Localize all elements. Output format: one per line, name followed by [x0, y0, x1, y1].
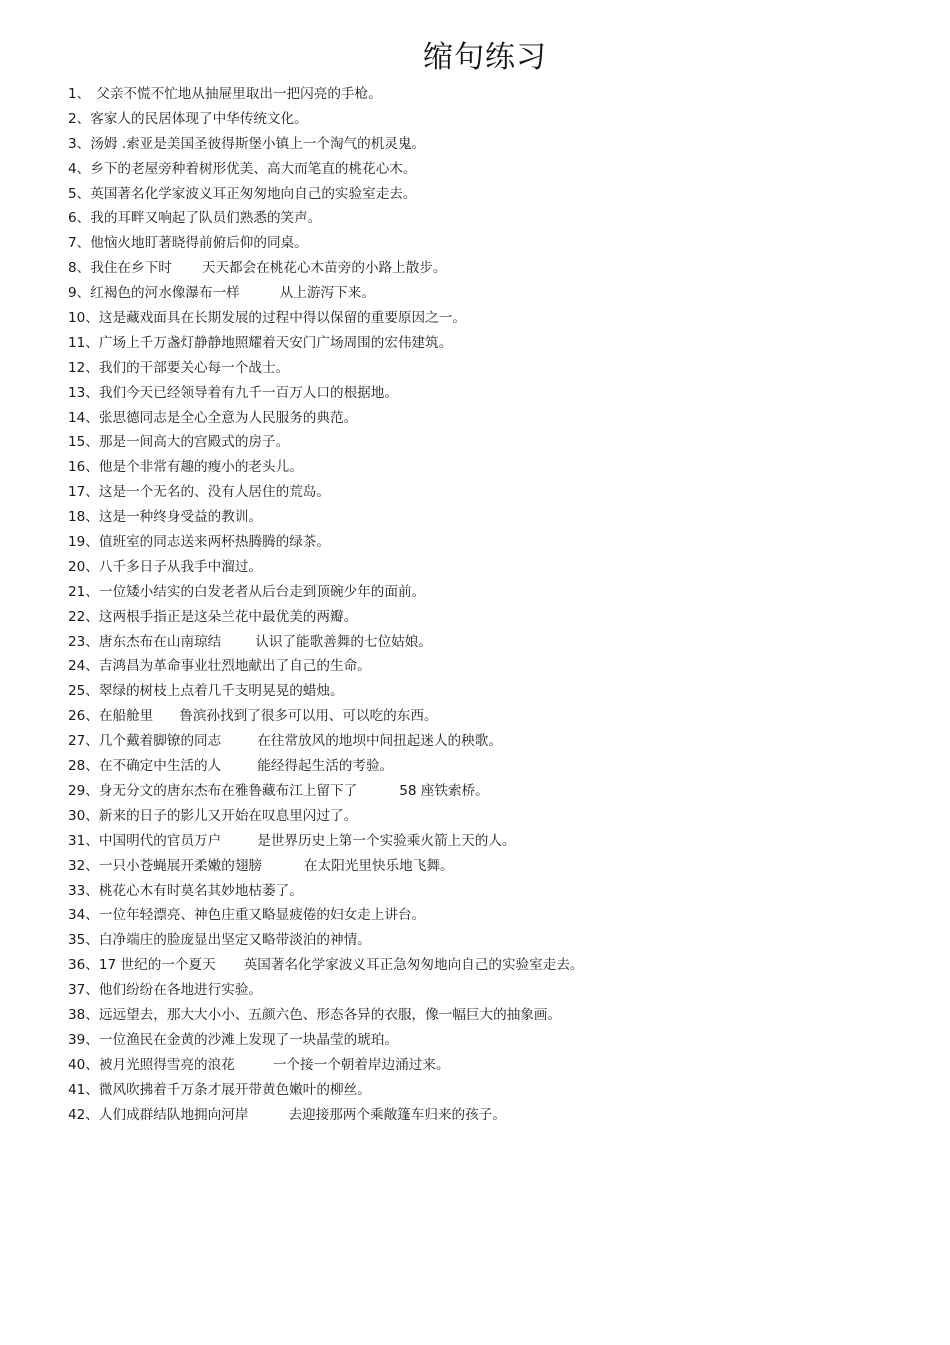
sentence-segment: 父亲不慌不忙地从抽屉里取出一把闪亮的手枪。 [96, 86, 382, 102]
sentence-segment: 张思德同志是全心全意为人民服务的典范。 [98, 409, 358, 426]
exercise-item [68, 132, 908, 157]
exercise-item [68, 505, 908, 530]
sentence-segment: 被月光照得雪亮的浪花 [98, 1056, 235, 1073]
sentence-segment: 远远望去，那大大小小、五颜六色、形态各异的衣服，像一幅巨大的抽象画。 [98, 1006, 562, 1023]
exercise-item [68, 480, 908, 505]
exercise-number: 7、 [68, 235, 91, 252]
exercise-item [68, 1053, 908, 1078]
exercise-number: 33、 [68, 882, 99, 899]
exercise-item [68, 430, 908, 455]
exercise-number: 37、 [68, 982, 99, 999]
exercise-item [68, 903, 908, 928]
exercise-item [68, 530, 908, 555]
exercise-item [68, 455, 908, 480]
exercise-number: 27、 [68, 733, 99, 750]
exercise-number: 1、 [68, 86, 91, 102]
sentence-segment: 那是一间高大的宫殿式的房子。 [98, 434, 290, 451]
exercise-number: 12、 [68, 359, 99, 376]
sentence-segment: 17 世纪的一个夏天 [98, 957, 216, 974]
sentence-segment: 能经得起生活的考验。 [257, 758, 394, 775]
exercise-item [68, 331, 908, 356]
sentence-segment: 从上游泻下来。 [279, 285, 375, 302]
exercise-number: 35、 [68, 932, 99, 949]
exercise-item [68, 654, 908, 679]
exercise-item [68, 928, 908, 953]
sentence-segment: 他恼火地盯著晓得前俯后仰的同桌。 [90, 235, 308, 252]
sentence-segment: 吉鸿昌为革命事业壮烈地献出了自己的生命。 [98, 658, 371, 675]
sentence-segment: 汤姆 .索亚是美国圣彼得斯堡小镇上一个淘气的机灵鬼。 [90, 135, 426, 152]
sentence-segment: 我的耳畔又响起了队员们熟悉的笑声。 [90, 210, 322, 227]
exercise-number: 22、 [68, 608, 99, 625]
exercise-number: 21、 [68, 583, 99, 600]
exercise-item [68, 157, 908, 182]
sentence-segment: 一位矮小结实的白发老者从后台走到顶碗少年的面前。 [98, 583, 426, 600]
sentence-segment: 这是藏戏面具在长期发展的过程中得以保留的重要原因之一。 [98, 310, 466, 327]
sentence-segment: 一个接一个朝着岸边涌过来。 [272, 1056, 450, 1073]
exercise-number: 41、 [68, 1081, 99, 1098]
exercise-item [68, 1028, 908, 1053]
exercise-number: 13、 [68, 384, 99, 401]
sentence-segment: 在往常放风的地坝中间扭起迷人的秧歌。 [257, 733, 502, 750]
sentence-segment: 在太阳光里快乐地飞舞。 [304, 857, 454, 874]
exercise-item [68, 306, 908, 331]
exercise-item [68, 231, 908, 256]
exercise-item [68, 381, 908, 406]
exercise-list [68, 82, 908, 1127]
sentence-segment: 广场上千万盏灯静静地照耀着天安门广场周围的宏伟建筑。 [98, 334, 453, 351]
sentence-segment: 一位渔民在金黄的沙滩上发现了一块晶莹的琥珀。 [98, 1031, 398, 1048]
exercise-number: 16、 [68, 459, 99, 476]
sentence-segment: 58 座铁索桥。 [399, 782, 489, 799]
exercise-item [68, 704, 908, 729]
sentence-segment: 认识了能歌善舞的七位姑娘。 [255, 633, 432, 650]
exercise-number: 34、 [68, 907, 99, 924]
exercise-number: 36、 [68, 957, 99, 974]
exercise-number: 19、 [68, 534, 99, 551]
exercise-number: 40、 [68, 1056, 99, 1073]
exercise-number: 28、 [68, 758, 99, 775]
sentence-segment: 人们成群结队地拥向河岸 [98, 1106, 249, 1123]
exercise-number: 20、 [68, 558, 99, 575]
sentence-segment: 天天都会在桃花心木苗旁的小路上散步。 [201, 260, 447, 277]
exercise-item [68, 1103, 908, 1128]
exercise-number: 32、 [68, 857, 99, 874]
sentence-segment: 他们纷纷在各地进行实验。 [98, 982, 263, 999]
sentence-segment: 新来的日子的影儿又开始在叹息里闪过了。 [98, 807, 358, 824]
sentence-segment: 我住在乡下时 [90, 260, 172, 277]
sentence-segment: 几个戴着脚镣的同志 [98, 733, 222, 750]
exercise-item [68, 854, 908, 879]
exercise-item [68, 754, 908, 779]
exercise-number: 25、 [68, 683, 99, 700]
exercise-item [68, 182, 908, 207]
sentence-segment: 英国著名化学家波义耳正匆匆地向自己的实验室走去。 [90, 185, 417, 202]
exercise-item [68, 356, 908, 381]
exercise-number: 10、 [68, 310, 99, 327]
exercise-item [68, 978, 908, 1003]
sentence-segment: 翠绿的树枝上点着几千支明晃晃的蜡烛。 [98, 683, 344, 700]
exercise-number: 39、 [68, 1031, 99, 1048]
exercise-number: 29、 [68, 782, 99, 799]
exercise-item [68, 107, 908, 132]
sentence-segment: 我们今天已经领导着有九千一百万人口的根据地。 [98, 384, 398, 401]
exercise-number: 5、 [68, 185, 91, 202]
exercise-item [68, 630, 908, 655]
sentence-segment: 去迎接那两个乘敞篷车归来的孩子。 [288, 1106, 506, 1123]
exercise-item [68, 256, 908, 281]
exercise-number: 4、 [68, 160, 91, 177]
exercise-number: 42、 [68, 1106, 99, 1123]
exercise-number: 23、 [68, 633, 99, 650]
sentence-segment: 这是一种终身受益的教训。 [98, 509, 263, 526]
sentence-segment: 在不确定中生活的人 [98, 758, 222, 775]
sentence-segment: 白净端庄的脸庞显出坚定又略带淡泊的神情。 [98, 932, 371, 949]
sentence-segment: 鲁滨孙找到了很多可以用、可以吃的东西。 [179, 708, 438, 725]
exercise-number: 2、 [68, 110, 91, 127]
sentence-segment: 唐东杰布在山南琼结 [98, 633, 222, 650]
exercise-item [68, 804, 908, 829]
sentence-segment: 值班室的同志送来两杯热腾腾的绿茶。 [98, 534, 330, 551]
sentence-segment: 桃花心木有时莫名其妙地枯萎了。 [98, 882, 303, 899]
sentence-segment: 微风吹拂着千万条才展开带黄色嫩叶的柳丝。 [98, 1081, 371, 1098]
exercise-item [68, 953, 908, 978]
exercise-item [68, 605, 908, 630]
exercise-item [68, 779, 908, 804]
sentence-segment: 这两根手指正是这朵兰花中最优美的两瓣。 [98, 608, 358, 625]
sentence-segment: 英国著名化学家波义耳正急匆匆地向自己的实验室走去。 [243, 957, 584, 974]
exercise-item [68, 879, 908, 904]
exercise-item [68, 829, 908, 854]
sentence-segment: 客家人的民居体现了中华传统文化。 [90, 110, 308, 127]
exercise-number: 8、 [68, 260, 91, 277]
exercise-item [68, 82, 908, 107]
sentence-segment: 八千多日子从我手中溜过。 [98, 558, 263, 575]
sentence-segment: 他是个非常有趣的瘦小的老头儿。 [98, 459, 303, 476]
exercise-number: 38、 [68, 1006, 99, 1023]
sentence-segment: 我们的干部要关心每一个战士。 [98, 359, 290, 376]
exercise-item [68, 679, 908, 704]
sentence-segment: 乡下的老屋旁种着树形优美、高大而笔直的桃花心木。 [90, 160, 417, 177]
sentence-segment: 在船舱里 [98, 708, 154, 725]
exercise-number: 11、 [68, 334, 99, 351]
sentence-segment: 红褐色的河水像瀑布一样 [90, 285, 240, 302]
exercise-number: 30、 [68, 807, 99, 824]
exercise-item [68, 1003, 908, 1028]
exercise-item [68, 1078, 908, 1103]
sentence-segment: 一位年轻漂亮、神色庄重又略显疲倦的妇女走上讲台。 [98, 907, 426, 924]
exercise-number: 3、 [68, 135, 91, 152]
exercise-number: 18、 [68, 509, 99, 526]
sentence-segment: 一只小苍蝇展开柔嫩的翅膀 [98, 857, 263, 874]
exercise-number: 31、 [68, 832, 99, 849]
sentence-segment: 身无分文的唐东杰布在雅鲁藏布江上留下了 [98, 782, 358, 799]
exercise-number: 6、 [68, 210, 91, 227]
exercise-number: 14、 [68, 409, 99, 426]
exercise-item [68, 406, 908, 431]
sentence-segment: 是世界历史上第一个实验乘火箭上天的人。 [257, 832, 516, 849]
exercise-item [68, 206, 908, 231]
exercise-number: 17、 [68, 484, 99, 501]
exercise-item [68, 580, 908, 605]
exercise-number: 24、 [68, 658, 99, 675]
exercise-item [68, 729, 908, 754]
sentence-segment: 中国明代的官员万户 [98, 832, 222, 849]
page-title: 缩句练习 [423, 40, 547, 75]
exercise-number: 26、 [68, 708, 99, 725]
exercise-number: 9、 [68, 285, 91, 302]
exercise-item [68, 281, 908, 306]
sentence-segment: 这是一个无名的、没有人居住的荒岛。 [98, 484, 330, 501]
exercise-item [68, 555, 908, 580]
exercise-number: 15、 [68, 434, 99, 451]
